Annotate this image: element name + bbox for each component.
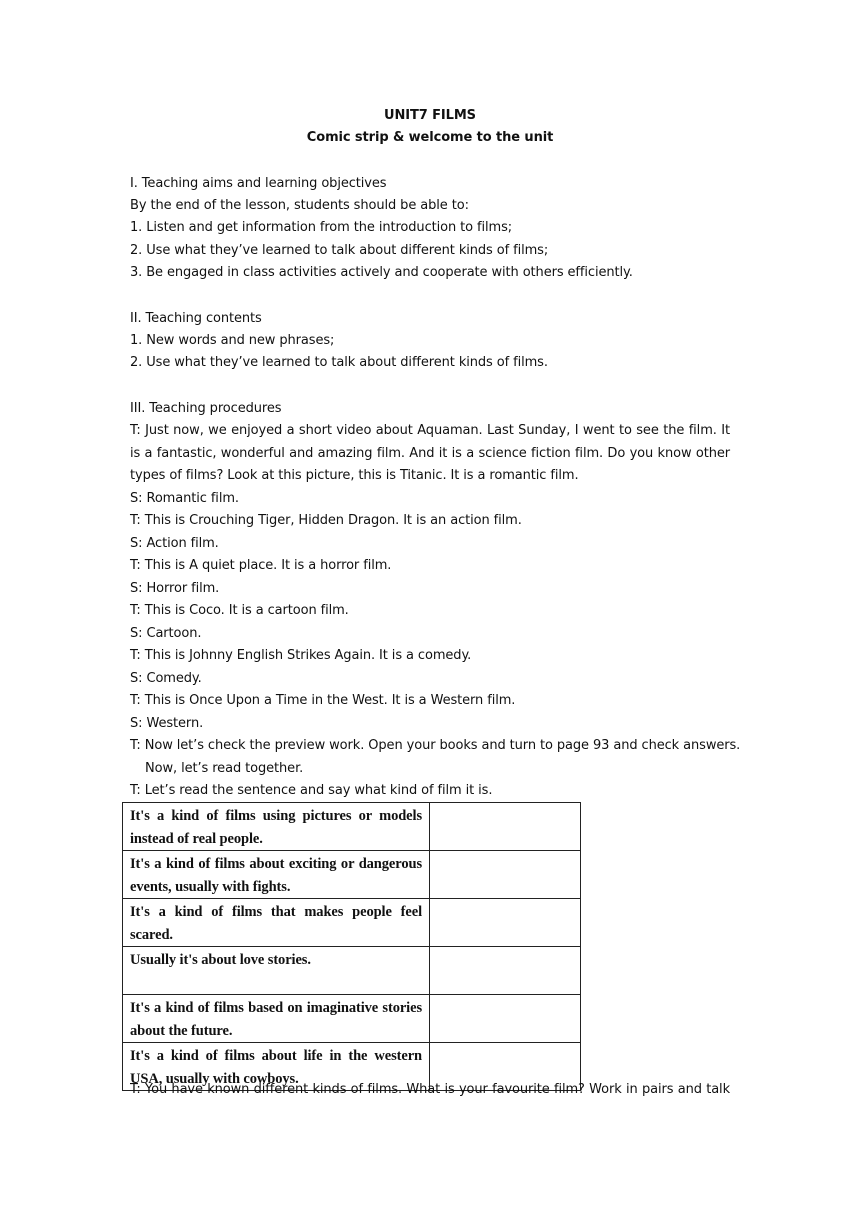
lesson-subtitle: Comic strip & welcome to the unit — [306, 130, 554, 145]
aim-item: 2. Use what they’ve learned to talk about different kinds of films; — [130, 243, 549, 258]
dialogue-line: S: Horror film. — [130, 581, 220, 596]
dialogue-line: T: This is Johnny English Strikes Again. It is a comedy. — [130, 648, 472, 663]
dialogue-line: T: This is Coco. It is a cartoon film. — [130, 603, 349, 618]
section-heading-aims: I. Teaching aims and learning objectives — [130, 176, 387, 191]
dialogue-line: S: Western. — [130, 716, 204, 731]
table-cell-answer-blank — [430, 947, 581, 995]
teacher-closing-line: T: You have known different kinds of films. What is your favourite film? Work in pairs and talk — [130, 1082, 730, 1097]
table-cell-answer-blank — [430, 851, 581, 899]
aim-item: 3. Be engaged in class activities actively and cooperate with others efficiently. — [130, 265, 633, 280]
aims-intro: By the end of the lesson, students should be able to: — [130, 198, 469, 213]
table-cell-description: It's a kind of films using pictures or models instead of real people. — [123, 803, 430, 851]
dialogue-line: T: This is Once Upon a Time in the West. It is a Western film. — [130, 693, 516, 708]
section-heading-procedures: III. Teaching procedures — [130, 401, 282, 416]
table-cell-description: It's a kind of films about exciting or dangerous events, usually with fights. — [123, 851, 430, 899]
content-item: 1. New words and new phrases; — [130, 333, 335, 348]
unit-title: UNIT7 FILMS — [384, 108, 476, 123]
table-cell-description: It's a kind of films based on imaginative stories about the future. — [123, 995, 430, 1043]
table-row — [123, 995, 581, 1043]
dialogue-line: T: This is A quiet place. It is a horror film. — [130, 558, 392, 573]
teacher-opening-paragraph: T: Just now, we enjoyed a short video about Aquaman. Last Sunday, I went to see the film. It is a fantastic, wonderful and amazing film. And it is a science fiction film. Do you know other types of films? Look at this picture, this is Titanic. It is a romantic film. — [130, 423, 730, 483]
table-cell-description: Usually it's about love stories. — [123, 947, 430, 995]
table-cell-answer-blank — [430, 995, 581, 1043]
film-kinds-table — [122, 802, 581, 1091]
table-row — [123, 851, 581, 899]
table-cell-description: It's a kind of films that makes people feel scared. — [123, 899, 430, 947]
table-intro: T: Let’s read the sentence and say what kind of film it is. — [130, 783, 493, 798]
dialogue-line: S: Action film. — [130, 536, 219, 551]
table-row — [123, 947, 581, 995]
dialogue-line-continued: Now, let’s read together. — [145, 761, 304, 776]
section-heading-contents: II. Teaching contents — [130, 311, 262, 326]
aim-item: 1. Listen and get information from the introduction to films; — [130, 220, 513, 235]
dialogue-line: S: Comedy. — [130, 671, 202, 686]
content-item: 2. Use what they’ve learned to talk about different kinds of films. — [130, 355, 548, 370]
table-row — [123, 899, 581, 947]
table-cell-answer-blank — [430, 899, 581, 947]
table-cell-answer-blank — [430, 803, 581, 851]
dialogue-line: T: This is Crouching Tiger, Hidden Dragon. It is an action film. — [130, 513, 522, 528]
dialogue-line: S: Romantic film. — [130, 491, 239, 506]
table-cell-description: It's a kind of films about life in the western USA, usually with cowboys. — [123, 1043, 430, 1091]
dialogue-line: T: Now let’s check the preview work. Open your books and turn to page 93 and check answers. — [130, 738, 741, 753]
table-row — [123, 803, 581, 851]
dialogue-line: S: Cartoon. — [130, 626, 202, 641]
